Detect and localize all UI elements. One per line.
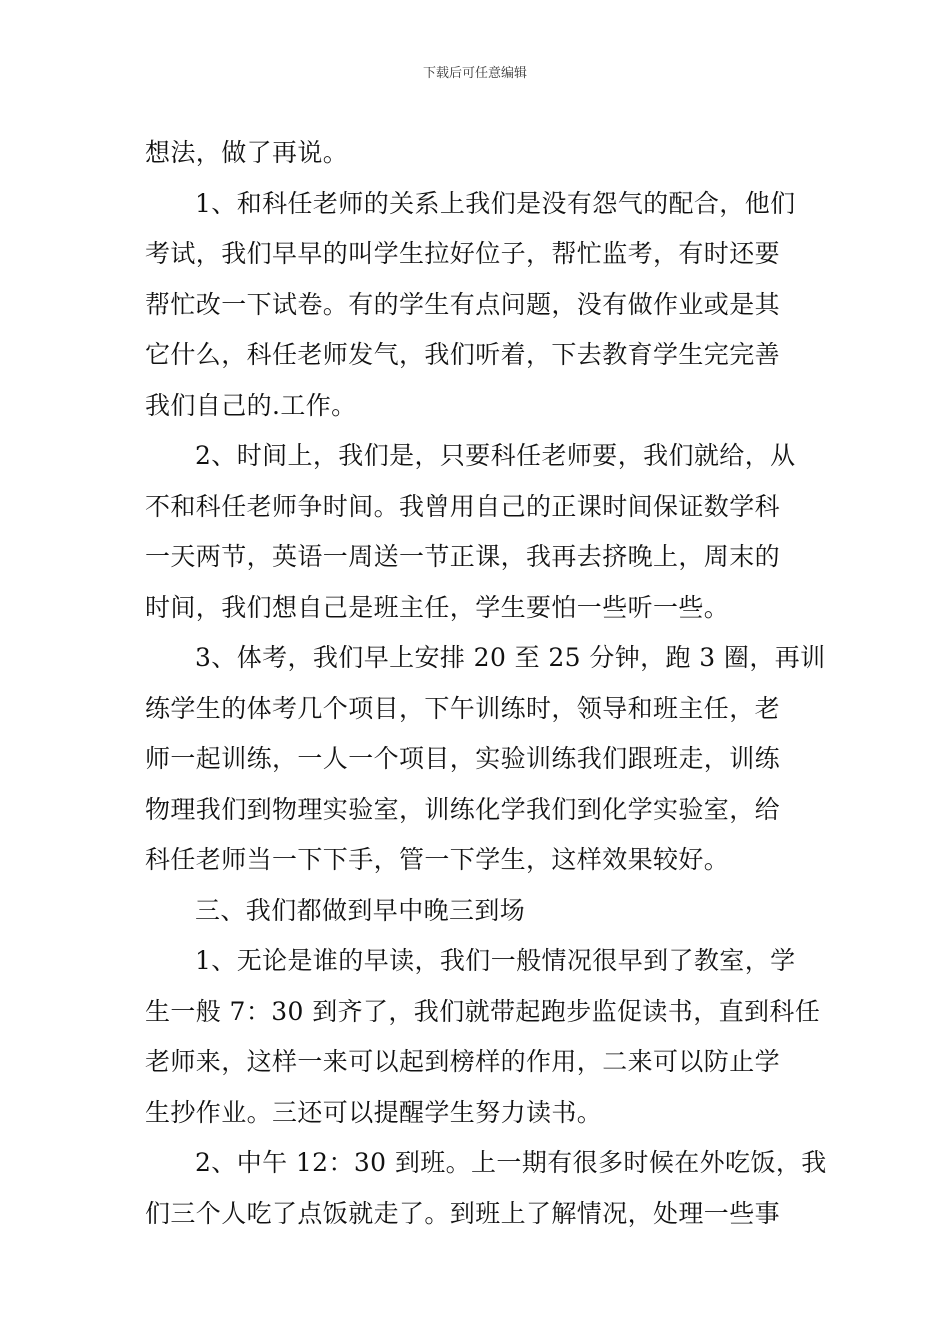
text-line: 师一起训练，一人一个项目，实验训练我们跟班走，训练 bbox=[145, 744, 781, 773]
page-header: 下载后可任意编辑 bbox=[422, 66, 527, 81]
text-line: 科任老师当一下下手，管一下学生，这样效果较好。 bbox=[145, 845, 730, 874]
text-line: 2、时间上，我们是，只要科任老师要，我们就给，从 bbox=[195, 441, 796, 470]
text-line: 1、和科任老师的关系上我们是没有怨气的配合，他们 bbox=[195, 188, 796, 218]
document-body bbox=[145, 128, 827, 1239]
section-heading bbox=[145, 886, 810, 937]
text-line: 不和科任老师争时间。我曾用自己的正课时间保证数学科 bbox=[145, 491, 781, 521]
paragraph-2 bbox=[145, 179, 810, 432]
text-line: 练学生的体考几个项目，下午训练时，领导和班主任，老 bbox=[145, 693, 781, 723]
text-line: 三、我们都做到早中晚三到场 bbox=[195, 895, 526, 925]
text-line: 生抄作业。三还可以提醒学生努力读书。 bbox=[145, 1097, 603, 1127]
text-line: 我们自己的.工作。 bbox=[145, 390, 357, 420]
text-line: 老师来，这样一来可以起到榜样的作用，二来可以防止学 bbox=[145, 1047, 781, 1076]
text-line: 一天两节，英语一周送一节正课，我再去挤晚上，周末的 bbox=[145, 542, 781, 571]
text-line: 帮忙改一下试卷。有的学生有点问题，没有做作业或是其 bbox=[145, 289, 781, 319]
text-line: 时间，我们想自己是班主任，学生要怕一些听一些。 bbox=[145, 592, 730, 622]
text-line: 生一般 7：30 到齐了，我们就带起跑步监促读书，直到科任 bbox=[145, 996, 821, 1026]
paragraph-6 bbox=[145, 1138, 827, 1239]
text-line: 它什么，科任老师发气，我们听着，下去教育学生完完善 bbox=[145, 340, 781, 369]
paragraph-1 bbox=[145, 128, 810, 179]
paragraph-3 bbox=[145, 431, 810, 633]
text-line: 物理我们到物理实验室，训练化学我们到化学实验室，给 bbox=[145, 794, 781, 824]
text-line: 们三个人吃了点饭就走了。到班上了解情况，处理一些事 bbox=[145, 1198, 781, 1228]
paragraph-4 bbox=[145, 633, 826, 886]
text-line: 考试，我们早早的叫学生拉好位子，帮忙监考，有时还要 bbox=[145, 239, 781, 268]
text-line: 想法，做了再说。 bbox=[145, 138, 349, 167]
paragraph-5 bbox=[145, 936, 821, 1138]
text-line: 3、体考，我们早上安排 20 至 25 分钟，跑 3 圈，再训 bbox=[195, 643, 826, 672]
text-line: 1、无论是谁的早读，我们一般情况很早到了教室，学 bbox=[195, 946, 796, 975]
text-line: 2、中午 12：30 到班。上一期有很多时候在外吃饭，我 bbox=[195, 1148, 827, 1177]
